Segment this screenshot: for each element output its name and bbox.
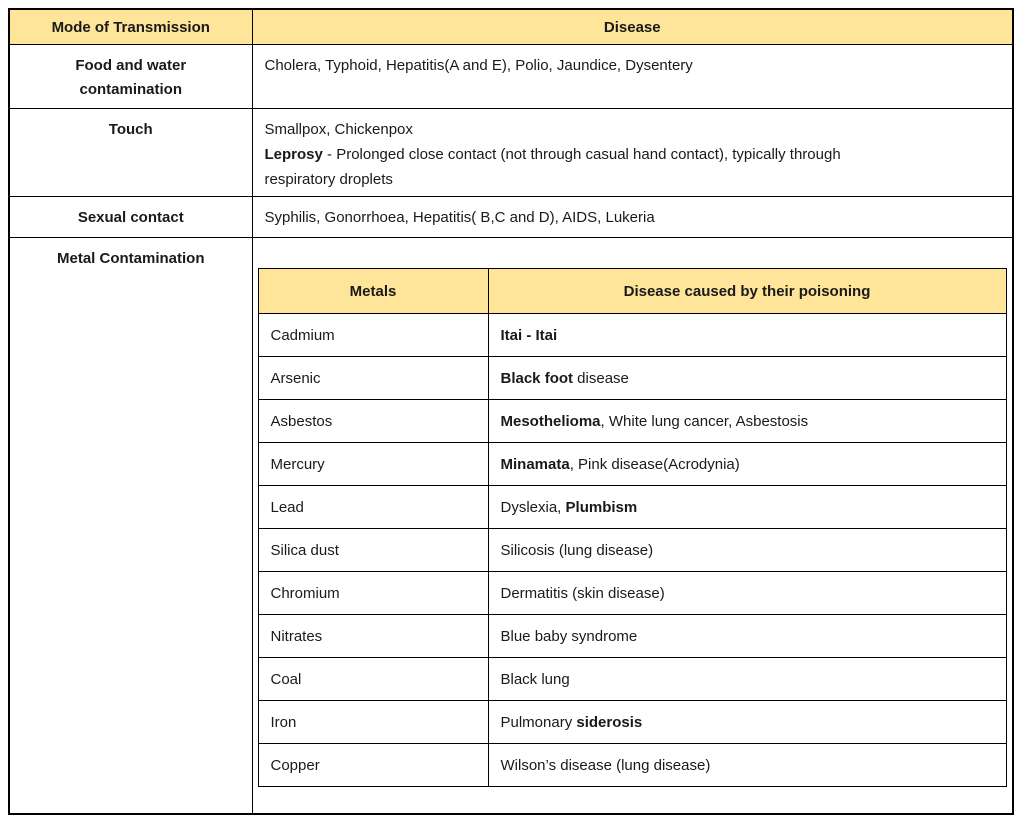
disease-cell <box>252 197 1013 238</box>
poisoning-disease-cell <box>488 658 1006 701</box>
table-header-row <box>9 9 1013 45</box>
table-header-row <box>258 269 1006 314</box>
metal-cell: Silica dust <box>258 529 488 572</box>
table-row <box>258 615 1006 658</box>
poisoning-disease-cell <box>488 744 1006 787</box>
text-segment: - Prolonged close contact (not through casual hand contact), typically through <box>322 146 841 163</box>
poisoning-disease-cell <box>488 486 1006 529</box>
metals-table-header <box>258 269 1006 314</box>
text-segment: disease <box>573 369 629 387</box>
mode-text-line: Sexual contact <box>77 209 184 226</box>
metal-cell: Chromium <box>258 572 488 615</box>
poisoning-disease-cell <box>488 357 1006 400</box>
disease-text-line <box>265 142 1003 167</box>
metals-column-header: Metals <box>258 269 488 314</box>
transmission-table-header <box>9 9 1013 45</box>
disease-cell <box>252 109 1013 197</box>
transmission-table <box>8 8 1014 815</box>
metal-cell: Nitrates <box>258 615 488 658</box>
text-segment: respiratory droplets <box>264 171 393 188</box>
metal-cell: Coal <box>258 658 488 701</box>
table-row <box>258 486 1006 529</box>
text-segment: Black lung <box>500 670 570 688</box>
metal-cell: Lead <box>258 486 488 529</box>
text-segment: Dermatitis (skin disease) <box>500 584 665 602</box>
text-segment: , White lung cancer, Asbestosis <box>600 412 809 430</box>
text-segment: siderosis <box>576 713 643 731</box>
poisoning-disease-column-header: Disease caused by their poisoning <box>488 269 1006 314</box>
text-segment: Itai - Itai <box>500 326 558 344</box>
poisoning-disease-cell <box>488 443 1006 486</box>
disease-text-line <box>265 167 1003 192</box>
table-row <box>258 529 1006 572</box>
text-segment: Wilson’s disease (lung disease) <box>500 756 711 774</box>
metal-cell: Asbestos <box>258 400 488 443</box>
metal-cell: Iron <box>258 701 488 744</box>
table-row <box>258 658 1006 701</box>
text-segment: Plumbism <box>565 498 638 516</box>
nested-table-cell <box>252 238 1013 814</box>
disease-column-header: Disease <box>252 9 1013 45</box>
mode-text-line: contamination <box>79 81 182 98</box>
poisoning-disease-cell <box>488 701 1006 744</box>
poisoning-disease-cell <box>488 314 1006 357</box>
mode-cell <box>9 109 252 197</box>
poisoning-disease-cell <box>488 529 1006 572</box>
text-segment: , Pink disease(Acrodynia) <box>569 455 740 473</box>
text-segment: Cholera, Typhoid, Hepatitis(A and E), Polio, Jaundice, Dysentery <box>264 57 693 74</box>
text-segment: Leprosy <box>264 146 323 163</box>
table-row <box>9 45 1013 109</box>
disease-text-line <box>265 205 1003 230</box>
metal-cell: Copper <box>258 744 488 787</box>
table-row <box>258 357 1006 400</box>
text-segment: Blue baby syndrome <box>500 627 638 645</box>
table-row <box>258 400 1006 443</box>
nested-table-container <box>258 268 1005 787</box>
mode-text-line: Metal Contamination <box>56 250 205 267</box>
text-segment: Pulmonary <box>500 713 577 731</box>
mode-of-transmission-column-header: Mode of Transmission <box>9 9 252 45</box>
table-row <box>9 238 1013 814</box>
text-segment: Minamata <box>500 455 570 473</box>
text-segment: Smallpox, Chickenpox <box>264 121 413 138</box>
metal-cell: Mercury <box>258 443 488 486</box>
mode-cell <box>9 197 252 238</box>
table-row <box>9 197 1013 238</box>
text-segment: Mesothelioma <box>500 412 601 430</box>
table-row <box>258 572 1006 615</box>
table-row <box>9 109 1013 197</box>
table-row <box>258 314 1006 357</box>
text-segment: Black foot <box>500 369 574 387</box>
disease-text-line <box>265 117 1003 142</box>
metals-table-body <box>258 314 1006 787</box>
metals-table <box>258 268 1007 787</box>
mode-text-line: Touch <box>108 121 153 138</box>
disease-text-line <box>265 53 1003 78</box>
mode-cell <box>9 45 252 109</box>
text-segment: Silicosis (lung disease) <box>500 541 654 559</box>
poisoning-disease-cell <box>488 615 1006 658</box>
table-row <box>258 443 1006 486</box>
text-segment: Syphilis, Gonorrhoea, Hepatitis( B,C and D), AIDS, Lukeria <box>264 209 655 226</box>
mode-cell <box>9 238 252 814</box>
transmission-table-body <box>9 45 1013 814</box>
table-row <box>258 744 1006 787</box>
mode-text-line: Food and water <box>75 57 187 74</box>
disease-cell <box>252 45 1013 109</box>
metal-cell: Arsenic <box>258 357 488 400</box>
metal-cell: Cadmium <box>258 314 488 357</box>
text-segment: Dyslexia, <box>500 498 566 516</box>
table-row <box>258 701 1006 744</box>
poisoning-disease-cell <box>488 572 1006 615</box>
poisoning-disease-cell <box>488 400 1006 443</box>
